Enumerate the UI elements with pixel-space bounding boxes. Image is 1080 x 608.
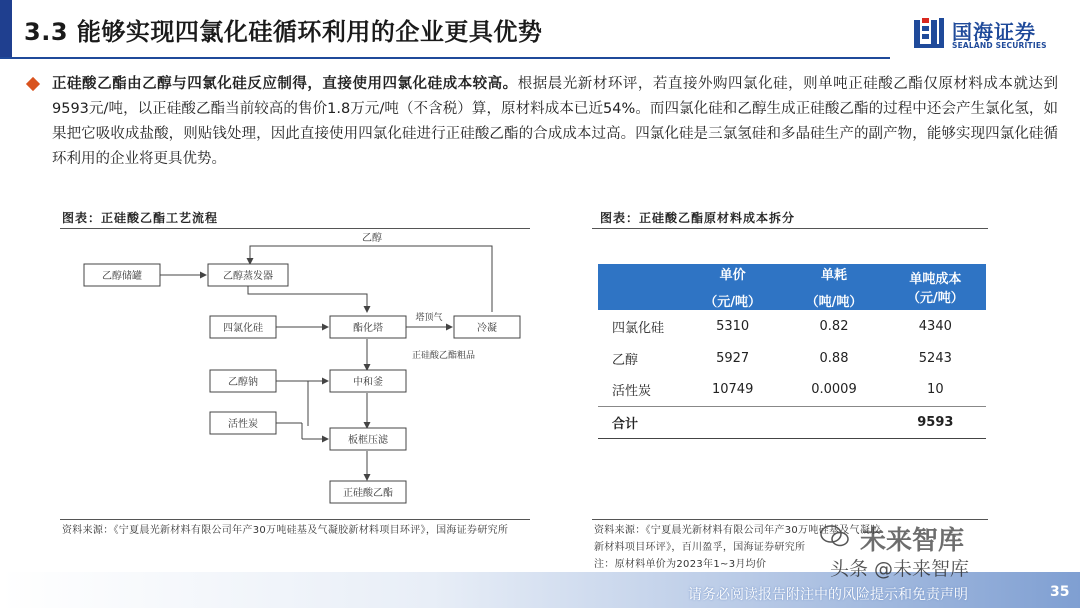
header-cell-usage: 单耗 （吨/吨） bbox=[783, 264, 884, 310]
left-figure-title: 图表：正硅酸乙酯工艺流程 bbox=[62, 211, 219, 225]
bullet-paragraph bbox=[28, 72, 1058, 172]
row-price: 10749 bbox=[711, 382, 754, 398]
total-usage bbox=[783, 406, 884, 438]
footer-disclaimer: 请务必阅读报告附注中的风险提示和免责声明 bbox=[688, 587, 968, 603]
page-number: 35 bbox=[1050, 584, 1070, 600]
row-cost: 10 bbox=[927, 382, 944, 398]
table-total-row bbox=[598, 406, 986, 438]
node-label-sicl4: 四氯化硅 bbox=[223, 323, 263, 334]
right-source-note: 注：原材料单价为2023年1~3月均价 bbox=[594, 559, 767, 570]
total-price bbox=[682, 406, 783, 438]
edge-label-ethanol-return: 乙醇 bbox=[362, 233, 382, 244]
node-label-ethanol-evap: 乙醇蒸发器 bbox=[223, 271, 273, 282]
wechat-watermark-icon bbox=[820, 524, 850, 548]
header-cell-cost: 单吨成本 （元/吨） bbox=[885, 264, 986, 310]
table-row bbox=[598, 342, 986, 374]
node-label-ethanol-tank: 乙醇储罐 bbox=[102, 271, 142, 282]
summary-bullet bbox=[28, 72, 1058, 172]
row-name: 乙醇 bbox=[612, 352, 639, 368]
table-row bbox=[598, 374, 986, 406]
bullet-body: 根据晨光新材环评，若直接外购四氯化硅，则单吨正硅酸乙酯仅原材料成本就达到9593元/吨，以正硅酸乙酯当前较高的售价1.8万元/吨（不含税）算，原材料成本已近54%。而四氯化硅和乙醇生成正硅酸乙酯的过程中还会产生氯化氢，如果把它吸收成盐酸，则贴钱处理，因此直接使用四氯化硅进行正硅酸乙酯的合成成本过高。四氯化硅是三氯氢硅和多晶硅生产的副产物，能够实现四氯化硅循环利用的企业将更具优势。 bbox=[52, 76, 1058, 167]
row-price: 5310 bbox=[716, 318, 750, 334]
process-flow-diagram bbox=[60, 226, 530, 516]
node-label-teos: 正硅酸乙酯 bbox=[343, 488, 393, 499]
company-logo bbox=[912, 14, 1062, 54]
row-name: 四氯化硅 bbox=[612, 320, 665, 336]
total-cost: 9593 bbox=[885, 406, 986, 438]
table-row bbox=[598, 310, 986, 342]
table-header-row bbox=[598, 264, 986, 310]
node-label-esterify: 酯化塔 bbox=[353, 323, 383, 334]
total-name: 合计 bbox=[598, 406, 682, 438]
page-title: 3.3 能够实现四氯化硅循环利用的企业更具优势 bbox=[24, 18, 543, 46]
header-accent-bar bbox=[0, 0, 12, 58]
edge-label-tail-gas: 塔顶气 bbox=[415, 313, 443, 323]
header-cell-empty bbox=[598, 264, 682, 310]
watermark-top: 未来智库 bbox=[860, 526, 965, 556]
row-cost: 5243 bbox=[918, 350, 952, 366]
header-divider bbox=[0, 57, 890, 59]
cost-breakdown-table bbox=[598, 264, 986, 439]
logo-text-cn: 国海证券 bbox=[952, 20, 1036, 44]
node-label-neutralize: 中和釜 bbox=[353, 377, 383, 388]
right-figure-top-rule bbox=[592, 228, 988, 229]
left-figure-source: 资料来源：《宁夏晨光新材料有限公司年产30万吨硅基及气凝胶新材料项目环评》，国海证券研究所 bbox=[62, 525, 509, 536]
row-price: 5927 bbox=[716, 350, 750, 366]
row-name: 活性炭 bbox=[612, 384, 652, 400]
logo-text-en: SEALAND SECURITIES bbox=[952, 41, 1047, 50]
row-usage: 0.88 bbox=[819, 350, 849, 366]
right-source-line-1: 资料来源：《宁夏晨光新材料有限公司年产30万吨硅基及气凝胶 bbox=[594, 525, 881, 536]
header-cell-price: 单价 （元/吨） bbox=[682, 264, 783, 310]
node-label-condense: 冷凝 bbox=[477, 323, 497, 334]
right-figure-title: 图表：正硅酸乙酯原材料成本拆分 bbox=[600, 211, 796, 225]
row-usage: 0.82 bbox=[819, 318, 849, 334]
arrow-evap-to-tower bbox=[248, 286, 367, 312]
bullet-bold-lead: 正硅酸乙酯由乙醇与四氯化硅反应制得，直接使用四氯化硅成本较高。 bbox=[52, 76, 518, 92]
row-usage: 0.0009 bbox=[811, 382, 857, 398]
watermark-bottom: 头条 @未来智库 bbox=[830, 558, 970, 580]
node-label-sodium-ethoxide: 乙醇钠 bbox=[228, 377, 258, 388]
left-figure-bottom-rule bbox=[60, 519, 530, 520]
node-label-filter-press: 板框压滤 bbox=[348, 435, 388, 446]
sealand-logo-icon bbox=[912, 16, 946, 50]
node-label-activated-carbon: 活性炭 bbox=[228, 419, 258, 430]
edge-label-crude: 正硅酸乙酯粗品 bbox=[412, 351, 476, 361]
row-cost: 4340 bbox=[918, 318, 952, 334]
right-source-line-2: 新材料项目环评》，百川盈孚，国海证券研究所 bbox=[594, 542, 806, 553]
